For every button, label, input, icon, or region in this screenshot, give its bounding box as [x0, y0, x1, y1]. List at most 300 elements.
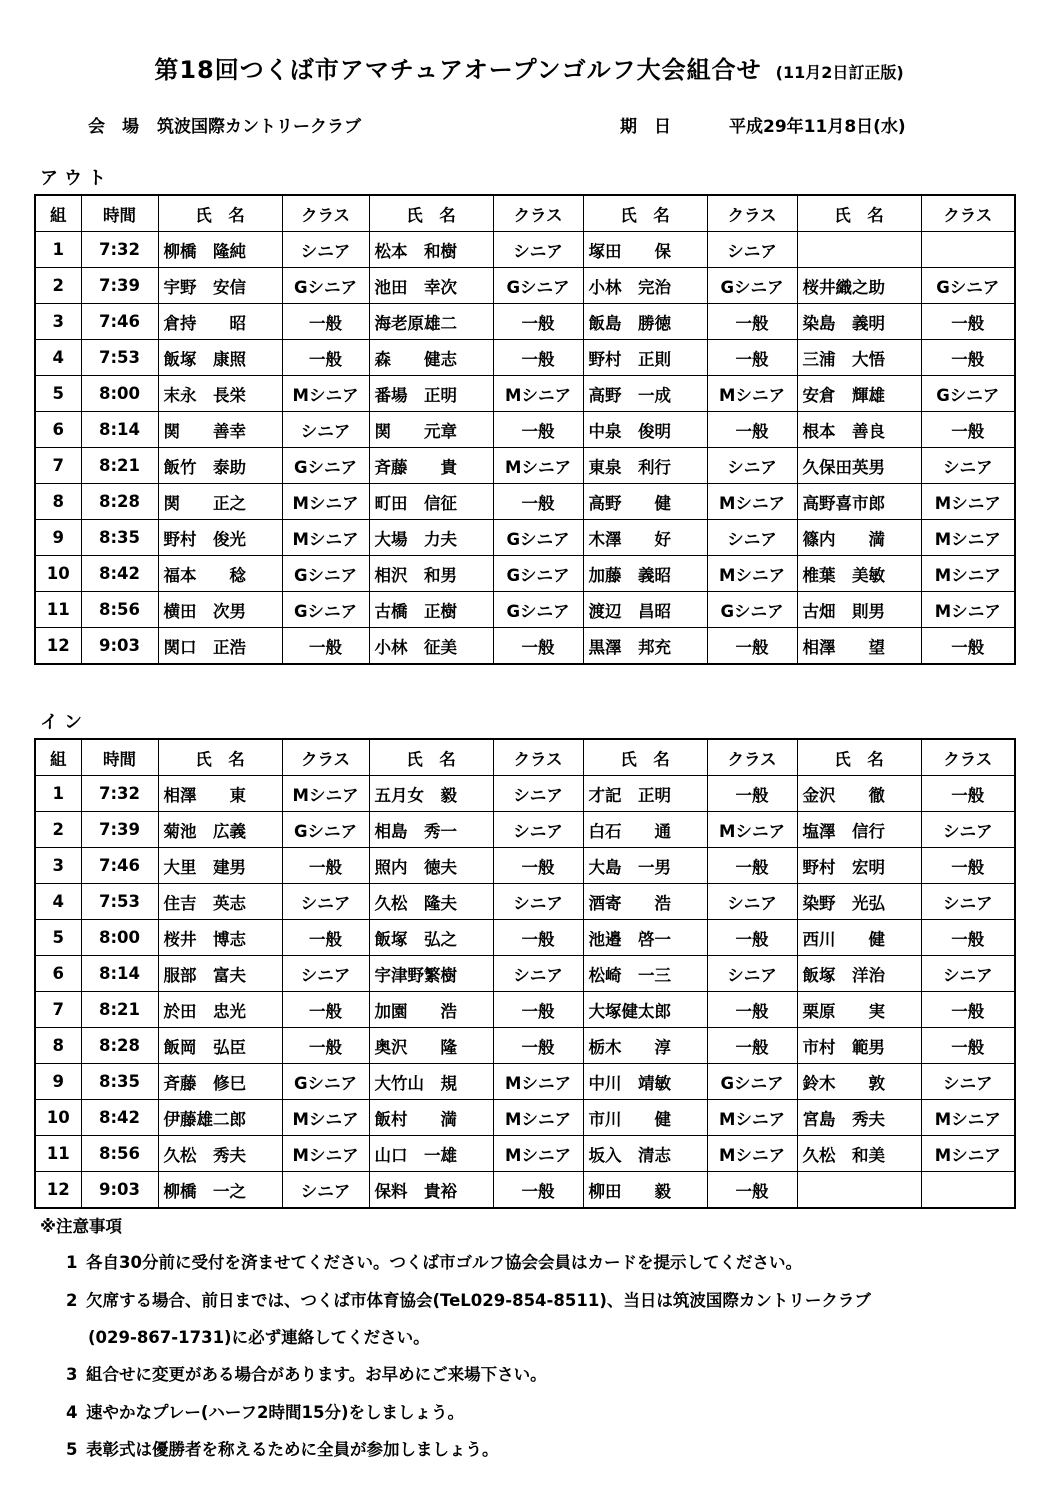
tee-time-cell: 8:28: [81, 1028, 158, 1064]
player-class-cell: シニア: [921, 812, 1015, 848]
player-name-cell: 中川 靖敏: [583, 1064, 707, 1100]
player-name-cell: 五月女 毅: [369, 776, 493, 812]
player-class-cell: 一般: [921, 412, 1015, 448]
player-name-cell: 関 元章: [369, 412, 493, 448]
table-row: [35, 628, 1015, 665]
column-header: 組: [35, 739, 81, 776]
venue-label: 会 場: [88, 117, 139, 137]
player-name-cell: 宇野 安信: [158, 268, 282, 304]
player-class-cell: Mシニア: [921, 520, 1015, 556]
group-number-cell: 1: [35, 232, 81, 268]
player-class-cell: Mシニア: [282, 776, 369, 812]
player-name-cell: 根本 善良: [797, 412, 921, 448]
player-class-cell: Mシニア: [282, 376, 369, 412]
player-class-cell: Mシニア: [707, 484, 797, 520]
in-section-label: イン: [40, 712, 88, 733]
player-class-cell: シニア: [282, 1172, 369, 1209]
player-name-cell: 柳田 毅: [583, 1172, 707, 1209]
player-name-cell: 小林 完治: [583, 268, 707, 304]
player-class-cell: 一般: [493, 628, 583, 665]
player-class-cell: 一般: [707, 992, 797, 1028]
tee-time-cell: 7:46: [81, 848, 158, 884]
player-class-cell: 一般: [493, 1172, 583, 1209]
player-name-cell: 大里 建男: [158, 848, 282, 884]
player-class-cell: シニア: [493, 776, 583, 812]
note-item: [66, 1361, 547, 1385]
player-name-cell: 斉藤 修巳: [158, 1064, 282, 1100]
player-class-cell: 一般: [921, 920, 1015, 956]
player-class-cell: Gシニア: [921, 268, 1015, 304]
player-class-cell: Mシニア: [707, 1100, 797, 1136]
date-label: 期 日: [620, 117, 671, 137]
player-name-cell: 中泉 俊明: [583, 412, 707, 448]
tee-time-cell: 7:32: [81, 776, 158, 812]
player-name-cell: 久保田英男: [797, 448, 921, 484]
player-class-cell: 一般: [282, 1028, 369, 1064]
player-name-cell: 倉持 昭: [158, 304, 282, 340]
table-row: [35, 232, 1015, 268]
player-class-cell: 一般: [493, 304, 583, 340]
player-class-cell: 一般: [921, 776, 1015, 812]
group-number-cell: 9: [35, 520, 81, 556]
tee-time-cell: 9:03: [81, 628, 158, 665]
player-class-cell: 一般: [493, 848, 583, 884]
player-class-cell: Mシニア: [707, 376, 797, 412]
player-class-cell: 一般: [921, 848, 1015, 884]
table-row: [35, 1100, 1015, 1136]
player-name-cell: 池田 幸次: [369, 268, 493, 304]
player-class-cell: シニア: [493, 884, 583, 920]
note-text: 表彰式は優勝者を称えるために全員が参加しましょう。: [86, 1440, 499, 1459]
title-note: (11月2日訂正版): [775, 63, 904, 82]
group-number-cell: 8: [35, 1028, 81, 1064]
player-class-cell: Mシニア: [493, 1100, 583, 1136]
table-row: [35, 1172, 1015, 1209]
table-row: [35, 1064, 1015, 1100]
player-class-cell: シニア: [282, 232, 369, 268]
player-class-cell: Mシニア: [921, 1136, 1015, 1172]
player-name-cell: 酒寄 浩: [583, 884, 707, 920]
player-class-cell: Gシニア: [282, 556, 369, 592]
group-number-cell: 2: [35, 812, 81, 848]
player-name-cell: 飯塚 康照: [158, 340, 282, 376]
player-class-cell: Mシニア: [493, 448, 583, 484]
player-class-cell: Mシニア: [921, 592, 1015, 628]
player-name-cell: 福本 稔: [158, 556, 282, 592]
table-row: [35, 592, 1015, 628]
table-row: [35, 920, 1015, 956]
player-class-cell: 一般: [707, 776, 797, 812]
tee-time-cell: 8:00: [81, 920, 158, 956]
player-name-cell: 高野 健: [583, 484, 707, 520]
player-name-cell: 奥沢 隆: [369, 1028, 493, 1064]
player-name-cell: 飯塚 弘之: [369, 920, 493, 956]
tee-time-cell: 8:56: [81, 1136, 158, 1172]
note-number: 2: [66, 1291, 78, 1310]
player-class-cell: 一般: [282, 304, 369, 340]
title-text: 第18回つくば市アマチュアオープンゴルフ大会組合せ: [154, 56, 762, 84]
player-class-cell: 一般: [707, 848, 797, 884]
tee-time-cell: 8:28: [81, 484, 158, 520]
player-name-cell: 木澤 好: [583, 520, 707, 556]
column-header: クラス: [282, 739, 369, 776]
player-name-cell: 横田 次男: [158, 592, 282, 628]
player-name-cell: 鈴木 敦: [797, 1064, 921, 1100]
player-name-cell: 伊藤雄二郎: [158, 1100, 282, 1136]
player-class-cell: Gシニア: [493, 592, 583, 628]
player-name-cell: 照内 徳夫: [369, 848, 493, 884]
player-name-cell: 飯竹 泰助: [158, 448, 282, 484]
column-header: 氏 名: [797, 195, 921, 232]
out-section-label: アウト: [40, 168, 112, 189]
player-name-cell: 篠内 満: [797, 520, 921, 556]
player-class-cell: Mシニア: [282, 1100, 369, 1136]
player-name-cell: 古畑 則男: [797, 592, 921, 628]
column-header: 時間: [81, 739, 158, 776]
player-class-cell: シニア: [282, 884, 369, 920]
note-item: [66, 1287, 871, 1311]
column-header: 時間: [81, 195, 158, 232]
table-row: [35, 520, 1015, 556]
player-class-cell: 一般: [282, 340, 369, 376]
tee-time-cell: 7:39: [81, 812, 158, 848]
player-class-cell: 一般: [282, 628, 369, 665]
table-row: [35, 448, 1015, 484]
player-class-cell: 一般: [493, 992, 583, 1028]
note-text: 速やかなプレー(ハーフ2時間15分)をしましょう。: [86, 1403, 465, 1422]
player-name-cell: 東泉 利行: [583, 448, 707, 484]
tee-time-cell: 8:35: [81, 520, 158, 556]
player-class-cell: Mシニア: [707, 556, 797, 592]
tee-time-cell: 8:56: [81, 592, 158, 628]
player-class-cell: Mシニア: [282, 1136, 369, 1172]
note-number: 1: [66, 1253, 78, 1272]
player-name-cell: 於田 忠光: [158, 992, 282, 1028]
player-class-cell: 一般: [493, 412, 583, 448]
player-name-cell: 栗原 実: [797, 992, 921, 1028]
player-name-cell: 才記 正明: [583, 776, 707, 812]
group-number-cell: 4: [35, 884, 81, 920]
player-class-cell: Mシニア: [921, 1100, 1015, 1136]
player-class-cell: 一般: [707, 340, 797, 376]
tee-time-cell: 9:03: [81, 1172, 158, 1209]
player-name-cell: 野村 正則: [583, 340, 707, 376]
table-row: [35, 484, 1015, 520]
player-name-cell: 染島 義明: [797, 304, 921, 340]
date-line: [620, 112, 906, 137]
table-row: [35, 556, 1015, 592]
column-header: 組: [35, 195, 81, 232]
player-name-cell: 野村 宏明: [797, 848, 921, 884]
player-name-cell: 坂入 清志: [583, 1136, 707, 1172]
player-name-cell: 相沢 和男: [369, 556, 493, 592]
player-class-cell: シニア: [493, 812, 583, 848]
player-name-cell: 野村 俊光: [158, 520, 282, 556]
note-number: 5: [66, 1440, 78, 1459]
player-name-cell: 染野 光弘: [797, 884, 921, 920]
player-name-cell: 松本 和樹: [369, 232, 493, 268]
tee-time-cell: 7:46: [81, 304, 158, 340]
player-class-cell: シニア: [707, 448, 797, 484]
player-name-cell: 三浦 大悟: [797, 340, 921, 376]
player-class-cell: Gシニア: [707, 268, 797, 304]
tee-time-cell: 7:39: [81, 268, 158, 304]
note-text: 組合せに変更がある場合があります。お早めにご来場下さい。: [86, 1365, 547, 1384]
player-name-cell: 加藤 義昭: [583, 556, 707, 592]
player-class-cell: Gシニア: [282, 812, 369, 848]
player-class-cell: シニア: [707, 956, 797, 992]
player-name-cell: 高野喜市郎: [797, 484, 921, 520]
player-name-cell: 古橋 正樹: [369, 592, 493, 628]
note-number: 4: [66, 1403, 78, 1422]
table-row: [35, 884, 1015, 920]
player-class-cell: 一般: [921, 992, 1015, 1028]
player-class-cell: Gシニア: [282, 268, 369, 304]
player-name-cell: 大竹山 規: [369, 1064, 493, 1100]
player-class-cell: Gシニア: [921, 376, 1015, 412]
player-class-cell: シニア: [282, 412, 369, 448]
player-class-cell: Mシニア: [282, 520, 369, 556]
player-name-cell: 相澤 望: [797, 628, 921, 665]
column-header: クラス: [707, 195, 797, 232]
player-name-cell: 松崎 一三: [583, 956, 707, 992]
table-row: [35, 412, 1015, 448]
tee-time-cell: 8:35: [81, 1064, 158, 1100]
tee-time-cell: 8:00: [81, 376, 158, 412]
player-class-cell: Gシニア: [282, 1064, 369, 1100]
group-number-cell: 7: [35, 448, 81, 484]
note-text: 各自30分前に受付を済ませてください。つくば市ゴルフ協会会員はカードを提示してください。: [86, 1253, 802, 1272]
group-number-cell: 10: [35, 556, 81, 592]
note-text: 欠席する場合、前日までは、つくば市体育協会(TeL029-854-8511)、当日は筑波国際カントリークラブ: [86, 1291, 871, 1310]
player-class-cell: 一般: [282, 992, 369, 1028]
player-class-cell: シニア: [707, 884, 797, 920]
player-class-cell: Gシニア: [282, 592, 369, 628]
player-name-cell: 市川 健: [583, 1100, 707, 1136]
column-header: クラス: [707, 739, 797, 776]
column-header: クラス: [921, 739, 1015, 776]
column-header: 氏 名: [369, 195, 493, 232]
player-class-cell: 一般: [707, 1172, 797, 1209]
player-name-cell: 保料 貴裕: [369, 1172, 493, 1209]
out-header-row: [35, 195, 1015, 232]
table-row: [35, 848, 1015, 884]
player-name-cell: 大塚健太郎: [583, 992, 707, 1028]
tee-time-cell: 8:14: [81, 412, 158, 448]
player-name-cell: 町田 信征: [369, 484, 493, 520]
player-name-cell: 桜井 博志: [158, 920, 282, 956]
player-class-cell: 一般: [707, 1028, 797, 1064]
column-header: クラス: [921, 195, 1015, 232]
player-class-cell: シニア: [493, 232, 583, 268]
tee-time-cell: 8:14: [81, 956, 158, 992]
player-name-cell: 山口 一雄: [369, 1136, 493, 1172]
player-name-cell: 番場 正明: [369, 376, 493, 412]
player-class-cell: 一般: [282, 848, 369, 884]
player-name-cell: 相澤 東: [158, 776, 282, 812]
tee-time-cell: 8:21: [81, 992, 158, 1028]
player-class-cell: 一般: [707, 920, 797, 956]
player-name-cell: 森 健志: [369, 340, 493, 376]
column-header: クラス: [282, 195, 369, 232]
group-number-cell: 8: [35, 484, 81, 520]
column-header: クラス: [493, 195, 583, 232]
player-name-cell: 黒澤 邦充: [583, 628, 707, 665]
group-number-cell: 7: [35, 992, 81, 1028]
player-class-cell: シニア: [282, 956, 369, 992]
column-header: 氏 名: [158, 195, 282, 232]
player-name-cell: 飯岡 弘臣: [158, 1028, 282, 1064]
player-name-cell: 久松 秀夫: [158, 1136, 282, 1172]
in-header-row: [35, 739, 1015, 776]
table-row: [35, 304, 1015, 340]
player-name-cell: 海老原雄二: [369, 304, 493, 340]
player-name-cell: 久松 隆夫: [369, 884, 493, 920]
player-class-cell: 一般: [493, 484, 583, 520]
player-name-cell: 桜井織之助: [797, 268, 921, 304]
player-name-cell: 飯塚 洋治: [797, 956, 921, 992]
player-name-cell: 高野 一成: [583, 376, 707, 412]
player-name-cell: 白石 通: [583, 812, 707, 848]
player-class-cell: Gシニア: [493, 520, 583, 556]
table-row: [35, 956, 1015, 992]
player-name-cell: 斉藤 貴: [369, 448, 493, 484]
player-name-cell: [797, 1172, 921, 1209]
player-class-cell: 一般: [493, 920, 583, 956]
player-name-cell: 末永 長栄: [158, 376, 282, 412]
column-header: 氏 名: [797, 739, 921, 776]
table-row: [35, 776, 1015, 812]
tee-time-cell: 8:42: [81, 1100, 158, 1136]
player-name-cell: [797, 232, 921, 268]
player-name-cell: 関 善幸: [158, 412, 282, 448]
notes-title: ※注意事項: [40, 1217, 123, 1236]
player-class-cell: Gシニア: [707, 1064, 797, 1100]
player-name-cell: 椎葉 美敏: [797, 556, 921, 592]
group-number-cell: 11: [35, 592, 81, 628]
player-class-cell: シニア: [921, 1064, 1015, 1100]
player-name-cell: 安倉 輝雄: [797, 376, 921, 412]
date-value: 平成29年11月8日(水): [729, 117, 906, 137]
tee-time-cell: 7:32: [81, 232, 158, 268]
player-name-cell: 栃木 淳: [583, 1028, 707, 1064]
player-name-cell: 西川 健: [797, 920, 921, 956]
player-class-cell: Mシニア: [921, 484, 1015, 520]
player-class-cell: 一般: [921, 628, 1015, 665]
player-class-cell: Mシニア: [282, 484, 369, 520]
group-number-cell: 6: [35, 412, 81, 448]
player-name-cell: 塚田 保: [583, 232, 707, 268]
note-number: 3: [66, 1365, 78, 1384]
player-class-cell: Gシニア: [282, 448, 369, 484]
group-number-cell: 5: [35, 920, 81, 956]
column-header: 氏 名: [369, 739, 493, 776]
note-item: [66, 1249, 802, 1273]
player-class-cell: 一般: [707, 412, 797, 448]
tee-time-cell: 8:21: [81, 448, 158, 484]
out-pairings-table: [34, 194, 1016, 665]
player-class-cell: Mシニア: [493, 1064, 583, 1100]
player-class-cell: 一般: [282, 920, 369, 956]
column-header: 氏 名: [583, 739, 707, 776]
group-number-cell: 10: [35, 1100, 81, 1136]
player-name-cell: 金沢 徹: [797, 776, 921, 812]
note-item: [66, 1436, 499, 1460]
player-class-cell: 一般: [493, 1028, 583, 1064]
group-number-cell: 3: [35, 848, 81, 884]
tee-time-cell: 8:42: [81, 556, 158, 592]
player-class-cell: Mシニア: [493, 1136, 583, 1172]
group-number-cell: 2: [35, 268, 81, 304]
group-number-cell: 5: [35, 376, 81, 412]
player-class-cell: Mシニア: [493, 376, 583, 412]
table-row: [35, 376, 1015, 412]
player-class-cell: シニア: [921, 956, 1015, 992]
group-number-cell: 6: [35, 956, 81, 992]
table-row: [35, 992, 1015, 1028]
group-number-cell: 3: [35, 304, 81, 340]
player-name-cell: 久松 和美: [797, 1136, 921, 1172]
player-class-cell: Mシニア: [707, 1136, 797, 1172]
note-text: (029-867-1731)に必ず連絡してください。: [88, 1328, 430, 1347]
player-name-cell: 宮島 秀夫: [797, 1100, 921, 1136]
player-class-cell: 一般: [921, 340, 1015, 376]
player-name-cell: 関口 正浩: [158, 628, 282, 665]
player-class-cell: 一般: [493, 340, 583, 376]
player-class-cell: 一般: [921, 1028, 1015, 1064]
player-name-cell: 関 正之: [158, 484, 282, 520]
player-name-cell: 飯村 満: [369, 1100, 493, 1136]
player-class-cell: シニア: [921, 448, 1015, 484]
group-number-cell: 12: [35, 628, 81, 665]
player-name-cell: 飯島 勝徳: [583, 304, 707, 340]
player-class-cell: Mシニア: [707, 812, 797, 848]
player-class-cell: 一般: [707, 628, 797, 665]
column-header: クラス: [493, 739, 583, 776]
player-class-cell: シニア: [921, 884, 1015, 920]
player-class-cell: シニア: [707, 232, 797, 268]
note-item: [88, 1324, 430, 1348]
player-class-cell: Mシニア: [921, 556, 1015, 592]
player-class-cell: [921, 232, 1015, 268]
player-name-cell: 大場 力夫: [369, 520, 493, 556]
tee-time-cell: 7:53: [81, 340, 158, 376]
group-number-cell: 11: [35, 1136, 81, 1172]
player-name-cell: 柳橋 一之: [158, 1172, 282, 1209]
page-title: [0, 50, 1058, 85]
player-name-cell: 服部 富夫: [158, 956, 282, 992]
player-class-cell: Gシニア: [493, 556, 583, 592]
player-name-cell: 相島 秀一: [369, 812, 493, 848]
player-class-cell: 一般: [707, 304, 797, 340]
group-number-cell: 1: [35, 776, 81, 812]
venue-line: [88, 112, 361, 137]
player-class-cell: Gシニア: [707, 592, 797, 628]
player-name-cell: 池邉 啓一: [583, 920, 707, 956]
player-name-cell: 市村 範男: [797, 1028, 921, 1064]
group-number-cell: 9: [35, 1064, 81, 1100]
player-class-cell: シニア: [493, 956, 583, 992]
player-class-cell: [921, 1172, 1015, 1209]
player-class-cell: 一般: [921, 304, 1015, 340]
note-item: [66, 1399, 464, 1423]
group-number-cell: 4: [35, 340, 81, 376]
player-name-cell: 小林 征美: [369, 628, 493, 665]
player-class-cell: Gシニア: [493, 268, 583, 304]
player-name-cell: 塩澤 信行: [797, 812, 921, 848]
in-pairings-table: [34, 738, 1016, 1209]
column-header: 氏 名: [158, 739, 282, 776]
